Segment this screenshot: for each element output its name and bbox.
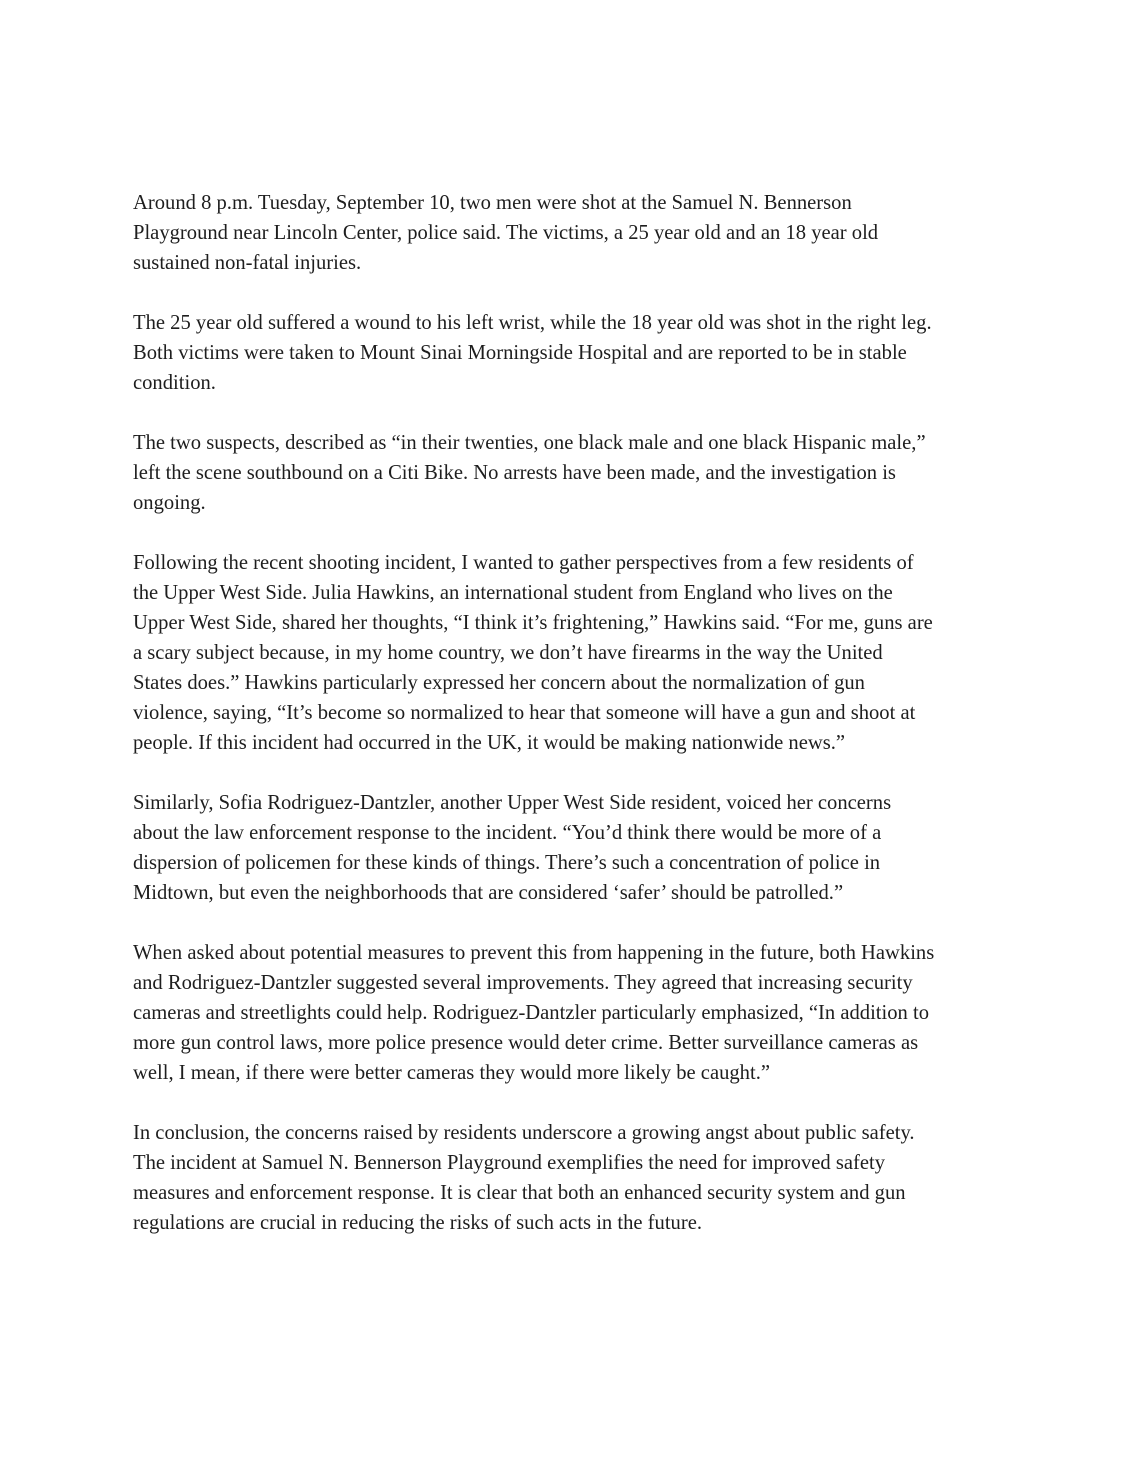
text-line: violence, saying, “It’s become so normalized to hear that someone will have a gun and shoot at [133,702,916,724]
text-line: Similarly, Sofia Rodriguez-Dantzler, another Upper West Side resident, voiced her concerns [133,792,892,814]
text-line: left the scene southbound on a Citi Bike. No arrests have been made, and the investigation is [133,462,896,484]
text-line: Following the recent shooting incident, I wanted to gather perspectives from a few residents of [133,552,914,574]
text-line: In conclusion, the concerns raised by residents underscore a growing angst about public safety. [133,1122,915,1144]
text-line: The incident at Samuel N. Bennerson Playground exemplifies the need for improved safety [133,1152,886,1174]
paragraph-1 [133,188,1028,278]
text-line: regulations are crucial in reducing the risks of such acts in the future. [133,1212,702,1234]
text-line: States does.” Hawkins particularly expressed her concern about the normalization of gun [133,672,865,694]
text-line: people. If this incident had occurred in the UK, it would be making nationwide news.” [133,732,846,754]
paragraph-5 [133,788,1028,908]
text-line: cameras and streetlights could help. Rodriguez-Dantzler particularly emphasized, “In addition to [133,1002,930,1024]
text-line: about the law enforcement response to the incident. “You’d think there would be more of a [133,822,882,844]
text-line: Around 8 p.m. Tuesday, September 10, two men were shot at the Samuel N. Bennerson [133,192,852,214]
text-line: ongoing. [133,492,206,514]
text-line: a scary subject because, in my home country, we don’t have firearms in the way the United [133,642,883,664]
paragraph-4 [133,548,1028,758]
text-line: Upper West Side, shared her thoughts, “I think it’s frightening,” Hawkins said. “For me, guns are [133,612,933,634]
text-line: well, I mean, if there were better cameras they would more likely be caught.” [133,1062,770,1084]
text-line: the Upper West Side. Julia Hawkins, an international student from England who lives on the [133,582,893,604]
text-line: Both victims were taken to Mount Sinai Morningside Hospital and are reported to be in stable [133,342,907,364]
text-line: sustained non-fatal injuries. [133,252,362,274]
paragraph-7 [133,1118,1028,1238]
text-line: Playground near Lincoln Center, police said. The victims, a 25 year old and an 18 year old [133,222,879,244]
paragraph-6 [133,938,1028,1088]
text-line: more gun control laws, more police presence would deter crime. Better surveillance cameras as [133,1032,919,1054]
text-line: dispersion of policemen for these kinds of things. There’s such a concentration of police in [133,852,881,874]
text-line: The 25 year old suffered a wound to his left wrist, while the 18 year old was shot in the right leg. [133,312,932,334]
paragraph-3 [133,428,1028,518]
text-line: Midtown, but even the neighborhoods that are considered ‘safer’ should be patrolled.” [133,882,844,904]
text-line: condition. [133,372,216,394]
article-body [133,188,1028,1268]
text-line: When asked about potential measures to prevent this from happening in the future, both Hawkins [133,942,935,964]
text-line: and Rodriguez-Dantzler suggested several improvements. They agreed that increasing security [133,972,913,994]
paragraph-2 [133,308,1028,398]
text-line: measures and enforcement response. It is clear that both an enhanced security system and gun [133,1182,906,1204]
text-line: The two suspects, described as “in their twenties, one black male and one black Hispanic male,” [133,432,926,454]
